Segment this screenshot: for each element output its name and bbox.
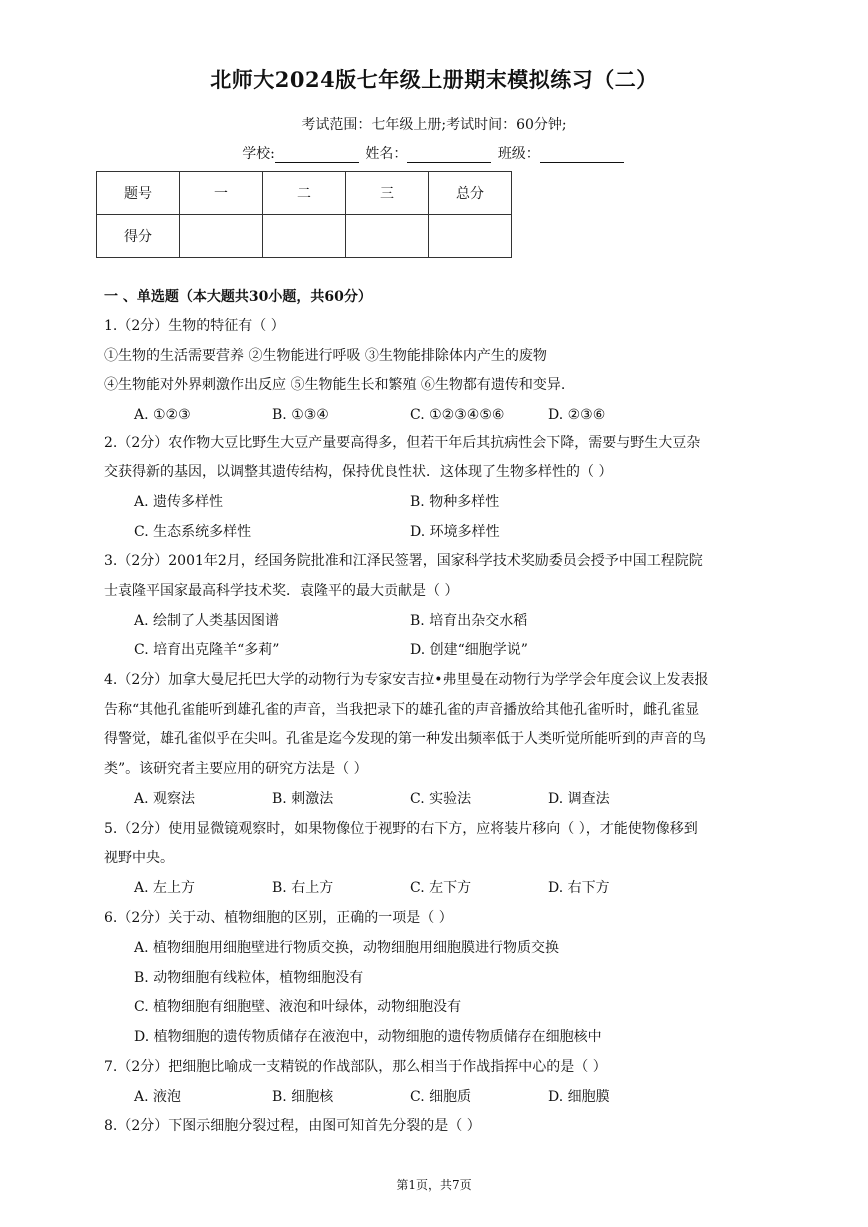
question-5-stem: 5.（2分）使用显微镜观察时，如果物像位于视野的右下方，应将装片移向（ ），才能使物像移到 xyxy=(104,821,698,837)
question-5-option-a[interactable]: A. 左上方 xyxy=(134,880,196,896)
section-heading: 一 、单选题（本大题共30小题，共60分） xyxy=(104,289,372,305)
page-footer: 第1页，共7页 xyxy=(396,1178,472,1192)
name-label: 姓名： xyxy=(365,146,408,162)
page-title: 北师大2024版七年级上册期末模拟练习（二） xyxy=(210,67,658,92)
question-2-option-c[interactable]: C. 生态系统多样性 xyxy=(134,524,252,540)
question-5-line: 视野中央。 xyxy=(104,850,174,866)
question-2-option-d[interactable]: D. 环境多样性 xyxy=(410,524,500,540)
score-cell[interactable] xyxy=(263,215,346,258)
question-4-option-b[interactable]: B. 刺激法 xyxy=(272,791,334,807)
question-5-option-b[interactable]: B. 右上方 xyxy=(272,880,334,896)
score-table xyxy=(96,171,512,258)
score-table-score-row xyxy=(97,215,512,258)
question-1-option-b[interactable]: B. ①③④ xyxy=(272,407,329,423)
question-5-option-d[interactable]: D. 右下方 xyxy=(548,880,610,896)
question-3-option-b[interactable]: B. 培育出杂交水稻 xyxy=(410,613,528,629)
exam-scope: 考试范围：七年级上册;考试时间：60分钟; xyxy=(301,117,567,133)
class-label: 班级： xyxy=(497,146,540,162)
question-4-option-d[interactable]: D. 调查法 xyxy=(548,791,610,807)
question-4-line: 类”。该研究者主要应用的研究方法是（ ） xyxy=(104,761,368,777)
school-blank[interactable] xyxy=(275,148,359,163)
question-2-option-b[interactable]: B. 物种多样性 xyxy=(410,494,500,510)
score-header-cell: 二 xyxy=(263,172,346,215)
question-3-option-c[interactable]: C. 培育出克隆羊“多莉” xyxy=(134,642,280,658)
score-table-header-row xyxy=(97,172,512,215)
question-1-option-a[interactable]: A. ①②③ xyxy=(134,407,191,423)
question-3-option-a[interactable]: A. 绘制了人类基因图谱 xyxy=(134,613,280,629)
question-1-line: ④生物能对外界刺激作出反应 ⑤生物能生长和繁殖 ⑥生物都有遗传和变异. xyxy=(104,377,566,393)
score-header-cell: 一 xyxy=(180,172,263,215)
class-blank[interactable] xyxy=(540,148,624,163)
question-2-option-a[interactable]: A. 遗传多样性 xyxy=(134,494,224,510)
school-label: 学校: xyxy=(242,146,275,162)
question-6-option-c[interactable]: C. 植物细胞有细胞壁、液泡和叶绿体，动物细胞没有 xyxy=(134,999,462,1015)
student-info xyxy=(0,143,868,163)
question-7-stem: 7.（2分）把细胞比喻成一支精锐的作战部队，那么相当于作战指挥中心的是（ ） xyxy=(104,1059,607,1075)
score-cell[interactable] xyxy=(346,215,429,258)
question-7-option-c[interactable]: C. 细胞质 xyxy=(410,1089,472,1105)
question-6-stem: 6.（2分）关于动、植物细胞的区别，正确的一项是（ ） xyxy=(104,910,453,926)
question-4-option-a[interactable]: A. 观察法 xyxy=(134,791,196,807)
score-row-label: 得分 xyxy=(97,215,180,258)
question-2-line: 交获得新的基因，以调整其遗传结构，保持优良性状．这体现了生物多样性的（ ） xyxy=(104,464,613,480)
question-7-option-d[interactable]: D. 细胞膜 xyxy=(548,1089,610,1105)
question-7-option-a[interactable]: A. 液泡 xyxy=(134,1089,182,1105)
question-3-option-d[interactable]: D. 创建“细胞学说” xyxy=(410,642,528,658)
question-6-option-b[interactable]: B. 动物细胞有线粒体，植物细胞没有 xyxy=(134,970,364,986)
question-1-line: ①生物的生活需要营养 ②生物能进行呼吸 ③生物能排除体内产生的废物 xyxy=(104,348,547,364)
score-header-cell: 题号 xyxy=(97,172,180,215)
question-3-line: 士袁隆平国家最高科学技术奖．袁隆平的最大贡献是（ ） xyxy=(104,583,459,599)
question-8-stem: 8.（2分）下图示细胞分裂过程，由图可知首先分裂的是（ ） xyxy=(104,1118,481,1134)
question-6-option-d[interactable]: D. 植物细胞的遗传物质储存在液泡中，动物细胞的遗传物质储存在细胞核中 xyxy=(134,1029,602,1045)
question-4-line: 告称“其他孔雀能听到雄孔雀的声音，当我把录下的雄孔雀的声音播放给其他孔雀听时，雌孔雀显 xyxy=(104,702,700,718)
question-1-stem: 1.（2分）生物的特征有（ ） xyxy=(104,318,285,334)
question-1-option-c[interactable]: C. ①②③④⑤⑥ xyxy=(410,407,505,423)
score-header-cell: 总分 xyxy=(429,172,512,215)
question-4-line: 得警觉，雄孔雀似乎在尖叫。孔雀是迄今发现的第一种发出频率低于人类听觉所能听到的声音的鸟 xyxy=(104,731,706,747)
question-3-stem: 3.（2分）2001年2月，经国务院批准和江泽民签署，国家科学技术奖励委员会授予中国工程院院 xyxy=(104,553,703,569)
name-blank[interactable] xyxy=(407,148,491,163)
question-7-option-b[interactable]: B. 细胞核 xyxy=(272,1089,334,1105)
score-cell[interactable] xyxy=(180,215,263,258)
question-2-stem: 2.（2分）农作物大豆比野生大豆产量要高得多，但若干年后其抗病性会下降，需要与野生大豆杂 xyxy=(104,435,701,451)
question-4-stem: 4.（2分）加拿大曼尼托巴大学的动物行为专家安吉拉•弗里曼在动物行为学学会年度会议上发表报 xyxy=(104,672,709,688)
score-cell[interactable] xyxy=(429,215,512,258)
question-5-option-c[interactable]: C. 左下方 xyxy=(410,880,472,896)
question-1-option-d[interactable]: D. ②③⑥ xyxy=(548,407,606,423)
question-6-option-a[interactable]: A. 植物细胞用细胞壁进行物质交换，动物细胞用细胞膜进行物质交换 xyxy=(134,940,560,956)
score-header-cell: 三 xyxy=(346,172,429,215)
question-4-option-c[interactable]: C. 实验法 xyxy=(410,791,472,807)
